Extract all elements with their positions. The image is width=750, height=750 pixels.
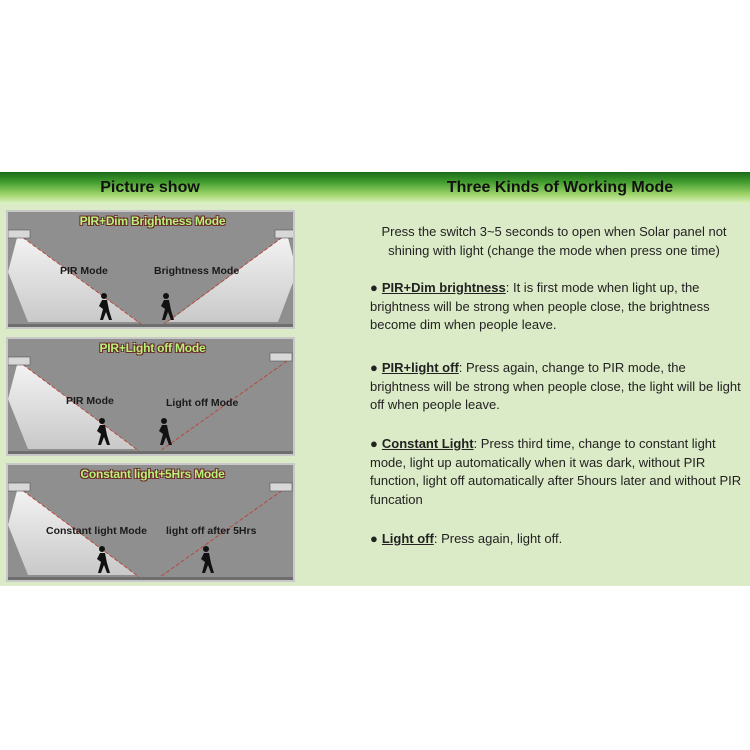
panel-left-label: PIR Mode — [66, 395, 114, 407]
left-lamp-icon — [8, 483, 30, 491]
intro-text: Press the switch 3~5 seconds to open when Solar panel not shining with light (change the mode when press one time) — [381, 224, 727, 258]
walking-person-icon — [159, 418, 172, 445]
left-lamp-icon — [8, 230, 30, 238]
mode-item — [370, 435, 742, 509]
panel-pir-light-off — [6, 337, 295, 456]
mode-item — [370, 530, 742, 549]
mode-item — [370, 279, 742, 335]
mode-term: Light off — [381, 531, 434, 546]
right-light-beam — [168, 234, 295, 322]
left-lamp-icon — [8, 357, 30, 365]
right-lamp-icon — [270, 483, 292, 491]
bullet-icon: ● — [370, 436, 378, 451]
panel-right-label: Brightness Mode — [154, 265, 240, 277]
working-mode-heading: Three Kinds of Working Mode — [446, 179, 674, 196]
panel-title: Constant light+5Hrs Mode — [80, 467, 225, 481]
panel-illustration — [8, 339, 295, 456]
panel-right-label: light off after 5Hrs — [166, 525, 257, 537]
header-bar — [0, 172, 750, 204]
panel-constant-light — [6, 463, 295, 582]
ground — [8, 451, 295, 456]
panel-left-label: PIR Mode — [60, 265, 108, 277]
panel-title: PIR+Light off Mode — [99, 341, 206, 355]
panel-title: PIR+Dim Brightness Mode — [79, 214, 226, 228]
mode-term: PIR+Dim brightness — [381, 280, 506, 295]
panel-pir-dim — [6, 210, 295, 329]
picture-show-heading: Picture show — [100, 179, 200, 196]
ground — [8, 324, 295, 329]
right-lamp-icon — [275, 230, 295, 238]
bullet-icon: ● — [370, 531, 378, 546]
mode-description: : It is first mode when light up, the brightness will be strong when people close, the brightness become dim when people leave. — [370, 280, 710, 332]
mode-term: PIR+light off — [381, 360, 459, 375]
mode-description: : Press again, change to PIR mode, the brightness will be strong when people close, the light will be light off when people leave. — [370, 360, 741, 412]
bullet-icon: ● — [370, 280, 378, 295]
mode-item — [370, 359, 742, 415]
panel-right-label: Light off Mode — [166, 397, 239, 409]
bullet-icon: ● — [370, 360, 378, 375]
walking-person-icon — [201, 546, 214, 573]
panel-illustration — [8, 465, 295, 582]
mode-description: : Press again, light off. — [433, 531, 563, 546]
left-light-beam — [8, 234, 138, 322]
panel-left-label: Constant light Mode — [46, 525, 147, 537]
mode-description: : Press third time, change to constant light mode, light up automatically when it was dark, without PIR function, light off automatically after 5hours later and without PIR funcation — [370, 436, 742, 507]
walking-person-icon — [161, 293, 174, 320]
panel-illustration — [8, 212, 295, 329]
mode-term: Constant Light — [381, 436, 474, 451]
ground — [8, 577, 295, 582]
